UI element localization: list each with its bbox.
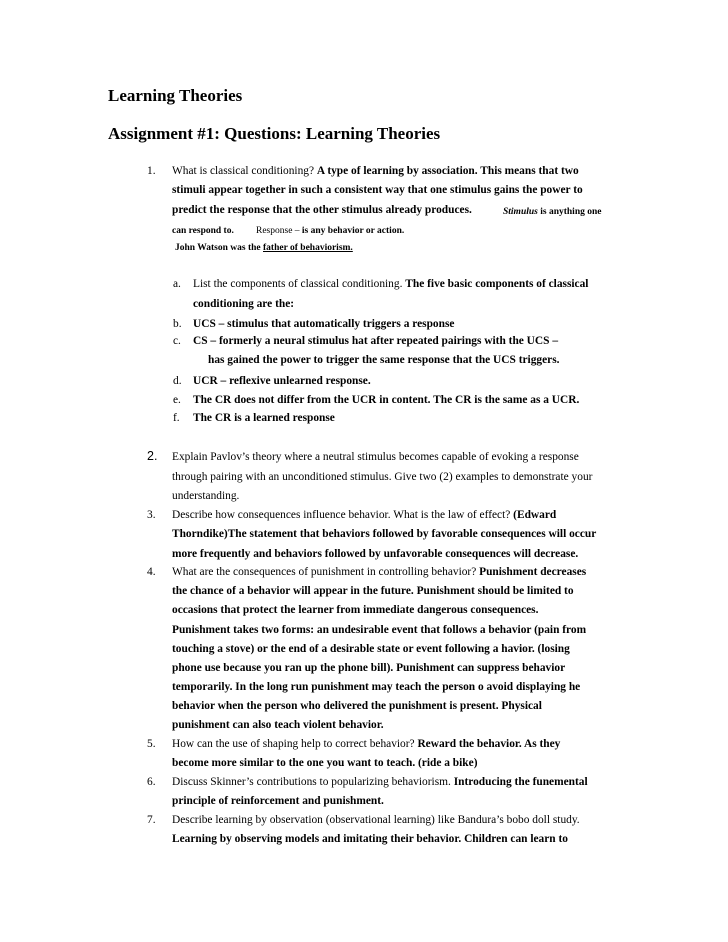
q3-question: Describe how consequences influence behavior. What is the law of effect? xyxy=(172,509,514,521)
q3-line-3 xyxy=(172,547,578,561)
sub-c-line xyxy=(193,334,558,348)
assignment-title: Assignment #1: Questions: Learning Theories xyxy=(108,124,441,143)
q4-answer-4: Punishment takes two forms: an undesirable event that follows a behavior (pain from xyxy=(172,624,587,636)
q4-line-2 xyxy=(172,584,574,598)
q4-line-3 xyxy=(172,603,538,617)
q1-response-term: Response – xyxy=(256,226,302,236)
q1-line-4 xyxy=(172,224,234,238)
q2-line-3: understanding. xyxy=(172,490,240,502)
sub-a-line-2 xyxy=(193,297,294,311)
sub-e-letter: e. xyxy=(173,394,181,406)
q6-answer-2: principle of reinforcement and punishment. xyxy=(172,795,384,807)
q7-question: Describe learning by observation (observational learning) like Bandura’s bobo doll study. xyxy=(172,814,580,826)
q1-answer-4: can respond to. xyxy=(172,226,234,236)
q6-line-2 xyxy=(172,794,384,808)
q1-stimulus-rest: is anything one xyxy=(537,207,602,217)
q5-line-1 xyxy=(172,737,560,751)
q1-answer-2: stimuli appear together in such a consistent way that one stimulus gains the power to xyxy=(172,184,583,196)
q1-line-3 xyxy=(172,203,472,217)
q6-question: Discuss Skinner’s contributions to popularizing behaviorism. xyxy=(172,776,454,788)
q1-watson-line xyxy=(175,241,353,255)
q7-answer-1: Learning by observing models and imitating their behavior. Children can learn to xyxy=(172,833,568,845)
q2-number: 2. xyxy=(147,449,158,463)
sub-d-answer: UCR – reflexive unlearned response. xyxy=(193,375,371,387)
q1-stimulus-def xyxy=(503,205,601,219)
q1-stimulus-word: Stimulus xyxy=(503,207,538,217)
q4-answer-6: phone use because you ran up the phone bill). Punishment can suppress behavior xyxy=(172,662,566,674)
q2-line-2: through pairing with an unconditioned stimulus. Give two (2) examples to demonstrate your xyxy=(172,471,593,483)
q5-answer-1: Reward the behavior. As they xyxy=(417,738,561,750)
sub-b-line xyxy=(193,317,454,331)
q5-answer-2: become more similar to the one you want to teach. (ride a bike) xyxy=(172,757,478,769)
q4-line-8 xyxy=(172,699,542,713)
q3-answer-1: (Edward xyxy=(513,509,557,521)
q5-question: How can the use of shaping help to correct behavior? xyxy=(172,738,418,750)
sub-a-letter: a. xyxy=(173,278,181,290)
q4-answer-8: behavior when the person who delivered the punishment is present. Physical xyxy=(172,700,542,712)
sub-e-answer: The CR does not differ from the UCR in content. The CR is the same as a UCR. xyxy=(193,394,580,406)
q3-answer-3: more frequently and behaviors followed by unfavorable consequences will decrease. xyxy=(172,548,579,560)
q3-number: 3. xyxy=(147,509,156,521)
q4-line-1 xyxy=(172,565,586,579)
sub-a-line xyxy=(193,277,588,291)
sub-b-answer: UCS – stimulus that automatically triggers a response xyxy=(193,318,455,330)
sub-f-answer: The CR is a learned response xyxy=(193,412,335,424)
q3-answer-2: Thorndike)The statement that behaviors followed by favorable consequences will occur xyxy=(172,528,597,540)
q4-line-9 xyxy=(172,718,384,732)
q4-question: What are the consequences of punishment in controlling behavior? xyxy=(172,566,480,578)
sub-c-letter: c. xyxy=(173,335,181,347)
q6-answer-1: Introducing the funemental xyxy=(453,776,588,788)
q4-line-5 xyxy=(172,642,570,656)
q4-answer-2: the chance of a behavior will appear in the future. Punishment should be limited to xyxy=(172,585,574,597)
q7-line-2 xyxy=(172,832,568,846)
sub-d-letter: d. xyxy=(173,375,182,387)
doc-title: Learning Theories xyxy=(108,86,243,105)
q6-line-1 xyxy=(172,775,588,789)
sub-c-line-2 xyxy=(208,353,560,367)
q1-line-1 xyxy=(172,164,579,178)
sub-b-letter: b. xyxy=(173,318,182,330)
q1-watson-underlined: father of behaviorism. xyxy=(263,243,353,253)
q3-line-1 xyxy=(172,508,556,522)
q4-answer-9: punishment can also teach violent behavior. xyxy=(172,719,384,731)
sub-e-line xyxy=(193,393,579,407)
q4-line-6 xyxy=(172,661,565,675)
sub-f-letter: f. xyxy=(173,412,180,424)
q4-line-7 xyxy=(172,680,580,694)
q1-watson-text: John Watson was the xyxy=(175,243,263,253)
q1-question: What is classical conditioning? xyxy=(172,165,317,177)
q1-answer-1: A type of learning by association. This means that two xyxy=(316,165,579,177)
sub-c-answer: CS – formerly a neural stimulus hat after repeated pairings with the UCS – xyxy=(193,335,559,347)
q4-line-4 xyxy=(172,623,586,637)
q1-answer-3: predict the response that the other stimulus already produces. xyxy=(172,204,472,216)
q6-number: 6. xyxy=(147,776,156,788)
q7-number: 7. xyxy=(147,814,156,826)
sub-c-answer-2: has gained the power to trigger the same response that the UCS triggers. xyxy=(208,354,560,366)
sub-f-line xyxy=(193,411,335,425)
q4-answer-3: occasions that protect the learner from immediate dangerous consequences. xyxy=(172,604,539,616)
q4-answer-5: touching a stove) or the end of a desirable state or event following a havior. (losing xyxy=(172,643,570,655)
q7-line-1 xyxy=(172,813,580,827)
q1-response-answer: is any behavior or action. xyxy=(301,226,405,236)
q1-response-def xyxy=(256,224,404,238)
sub-d-line xyxy=(193,374,371,388)
q1-line-2 xyxy=(172,183,583,197)
q3-line-2 xyxy=(172,527,596,541)
q4-answer-7: temporarily. In the long run punishment may teach the person o avoid displaying he xyxy=(172,681,581,693)
sub-a-question: List the components of classical conditioning. xyxy=(193,278,406,290)
q2-line-1: Explain Pavlov’s theory where a neutral stimulus becomes capable of evoking a response xyxy=(172,451,579,463)
sub-a-answer: The five basic components of classical xyxy=(405,278,589,290)
q4-number: 4. xyxy=(147,566,156,578)
q1-number: 1. xyxy=(147,165,156,177)
q4-answer-1: Punishment decreases xyxy=(479,566,587,578)
q5-number: 5. xyxy=(147,738,156,750)
sub-a-answer-2: conditioning are the: xyxy=(193,298,295,310)
q5-line-2 xyxy=(172,756,478,770)
